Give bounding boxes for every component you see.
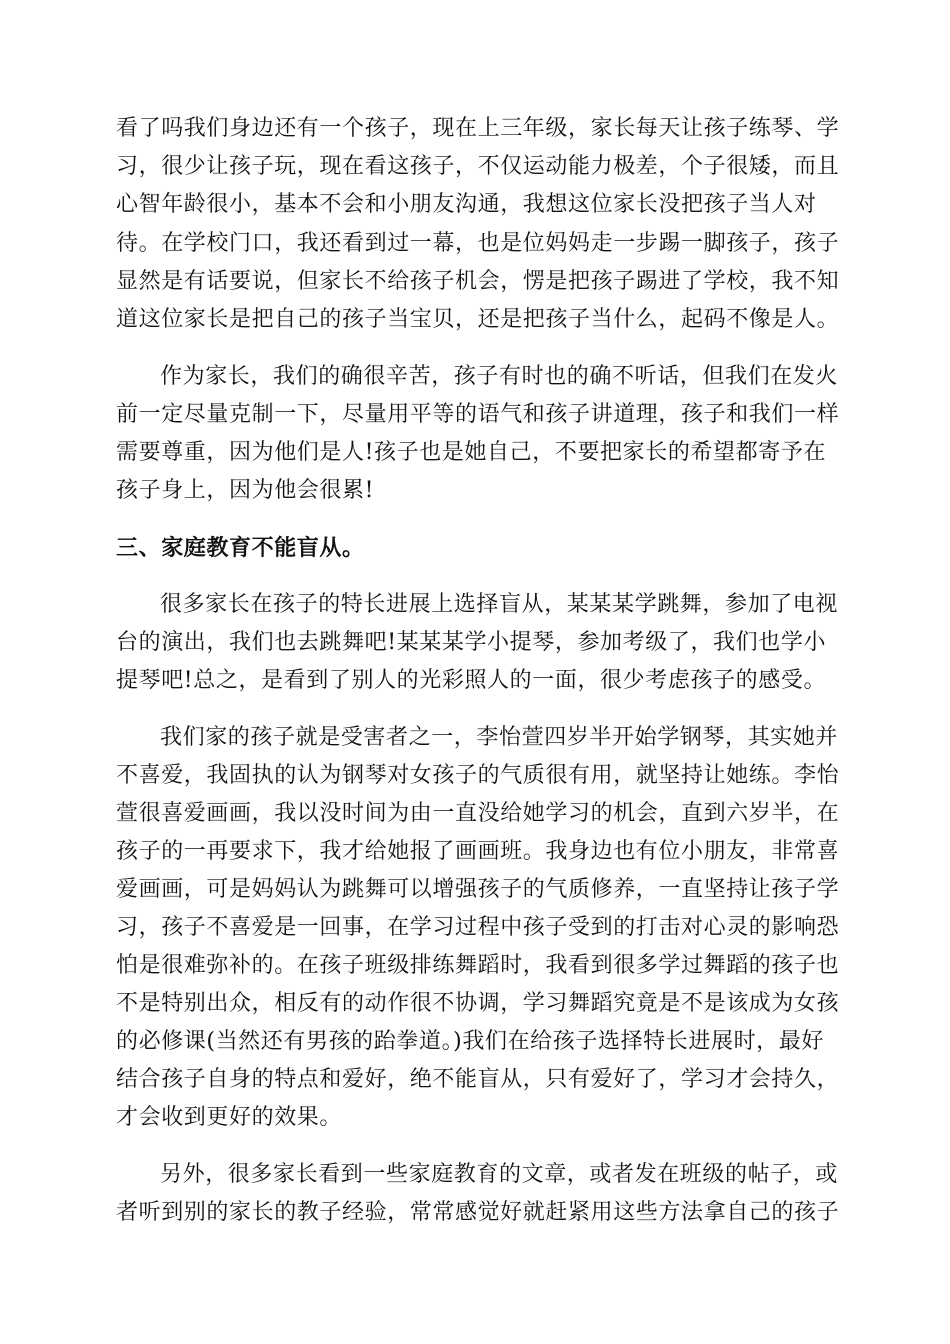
paragraph-line: 不喜爱，我固执的认为钢琴对女孩子的气质很有用，就坚持让她练。李怡 — [116, 763, 840, 788]
paragraph-line: 作为家长，我们的确很辛苦，孩子有时也的确不听话，但我们在发火 — [160, 364, 839, 389]
paragraph-line: 萱很喜爱画画，我以没时间为由一直没给她学习的机会，直到六岁半，在 — [116, 801, 840, 826]
paragraph-line: 才会收到更好的效果。 — [116, 1105, 343, 1130]
paragraph-line: 看了吗我们身边还有一个孩子，现在上三年级，家长每天让孩子练琴、学 — [116, 116, 840, 141]
paragraph-line: 另外，很多家长看到一些家庭教育的文章，或者发在班级的帖子，或 — [160, 1162, 839, 1187]
paragraph-line: 怕是很难弥补的。在孩子班级排练舞蹈时，我看到很多学过舞蹈的孩子也 — [116, 953, 840, 978]
paragraph-line: 者听到别的家长的教子经验，常常感觉好就赶紧用这些方法拿自己的孩子 — [116, 1200, 840, 1225]
section-heading: 三、家庭教育不能盲从。 — [116, 535, 365, 561]
paragraph-line: 结合孩子自身的特点和爱好，绝不能盲从，只有爱好了，学习才会持久， — [116, 1067, 840, 1092]
paragraph-line: 提琴吧!总之，是看到了别人的光彩照人的一面，很少考虑孩子的感受。 — [116, 668, 827, 693]
paragraph-line: 不是特别出众，相反有的动作很不协调，学习舞蹈究竟是不是该成为女孩 — [116, 991, 840, 1016]
paragraph-line: 需要尊重，因为他们是人!孩子也是她自己，不要把家长的希望都寄予在 — [116, 440, 827, 465]
paragraph-line: 待。在学校门口，我还看到过一幕，也是位妈妈走一步踢一脚孩子，孩子 — [116, 231, 840, 256]
paragraph-line: 习，很少让孩子玩，现在看这孩子，不仅运动能力极差，个子很矮，而且 — [116, 154, 840, 179]
paragraph-line: 显然是有话要说，但家长不给孩子机会，愣是把孩子踢进了学校，我不知 — [116, 269, 840, 294]
paragraph-line: 台的演出，我们也去跳舞吧!某某某学小提琴，参加考级了，我们也学小 — [116, 630, 827, 655]
paragraph-line: 心智年龄很小，基本不会和小朋友沟通，我想这位家长没把孩子当人对 — [116, 192, 817, 217]
paragraph-line: 的必修课(当然还有男孩的跆拳道。)我们在给孩子选择特长进展时，最好 — [116, 1029, 824, 1054]
paragraph-line: 孩子身上，因为他会很累! — [116, 478, 375, 503]
paragraph-line: 道这位家长是把自己的孩子当宝贝，还是把孩子当什么，起码不像是人。 — [116, 307, 840, 332]
paragraph-line: 爱画画，可是妈妈认为跳舞可以增强孩子的气质修养，一直坚持让孩子学 — [116, 877, 840, 902]
paragraph-line: 习，孩子不喜爱是一回事，在学习过程中孩子受到的打击对心灵的影响恐 — [116, 915, 840, 940]
paragraph-line: 我们家的孩子就是受害者之一，李怡萱四岁半开始学钢琴，其实她并 — [160, 725, 839, 750]
paragraph-line: 很多家长在孩子的特长进展上选择盲从，某某某学跳舞，参加了电视 — [160, 592, 839, 617]
paragraph-line: 孩子的一再要求下，我才给她报了画画班。我身边也有位小朋友，非常喜 — [116, 839, 840, 864]
paragraph-line: 前一定尽量克制一下，尽量用平等的语气和孩子讲道理，孩子和我们一样 — [116, 402, 840, 427]
